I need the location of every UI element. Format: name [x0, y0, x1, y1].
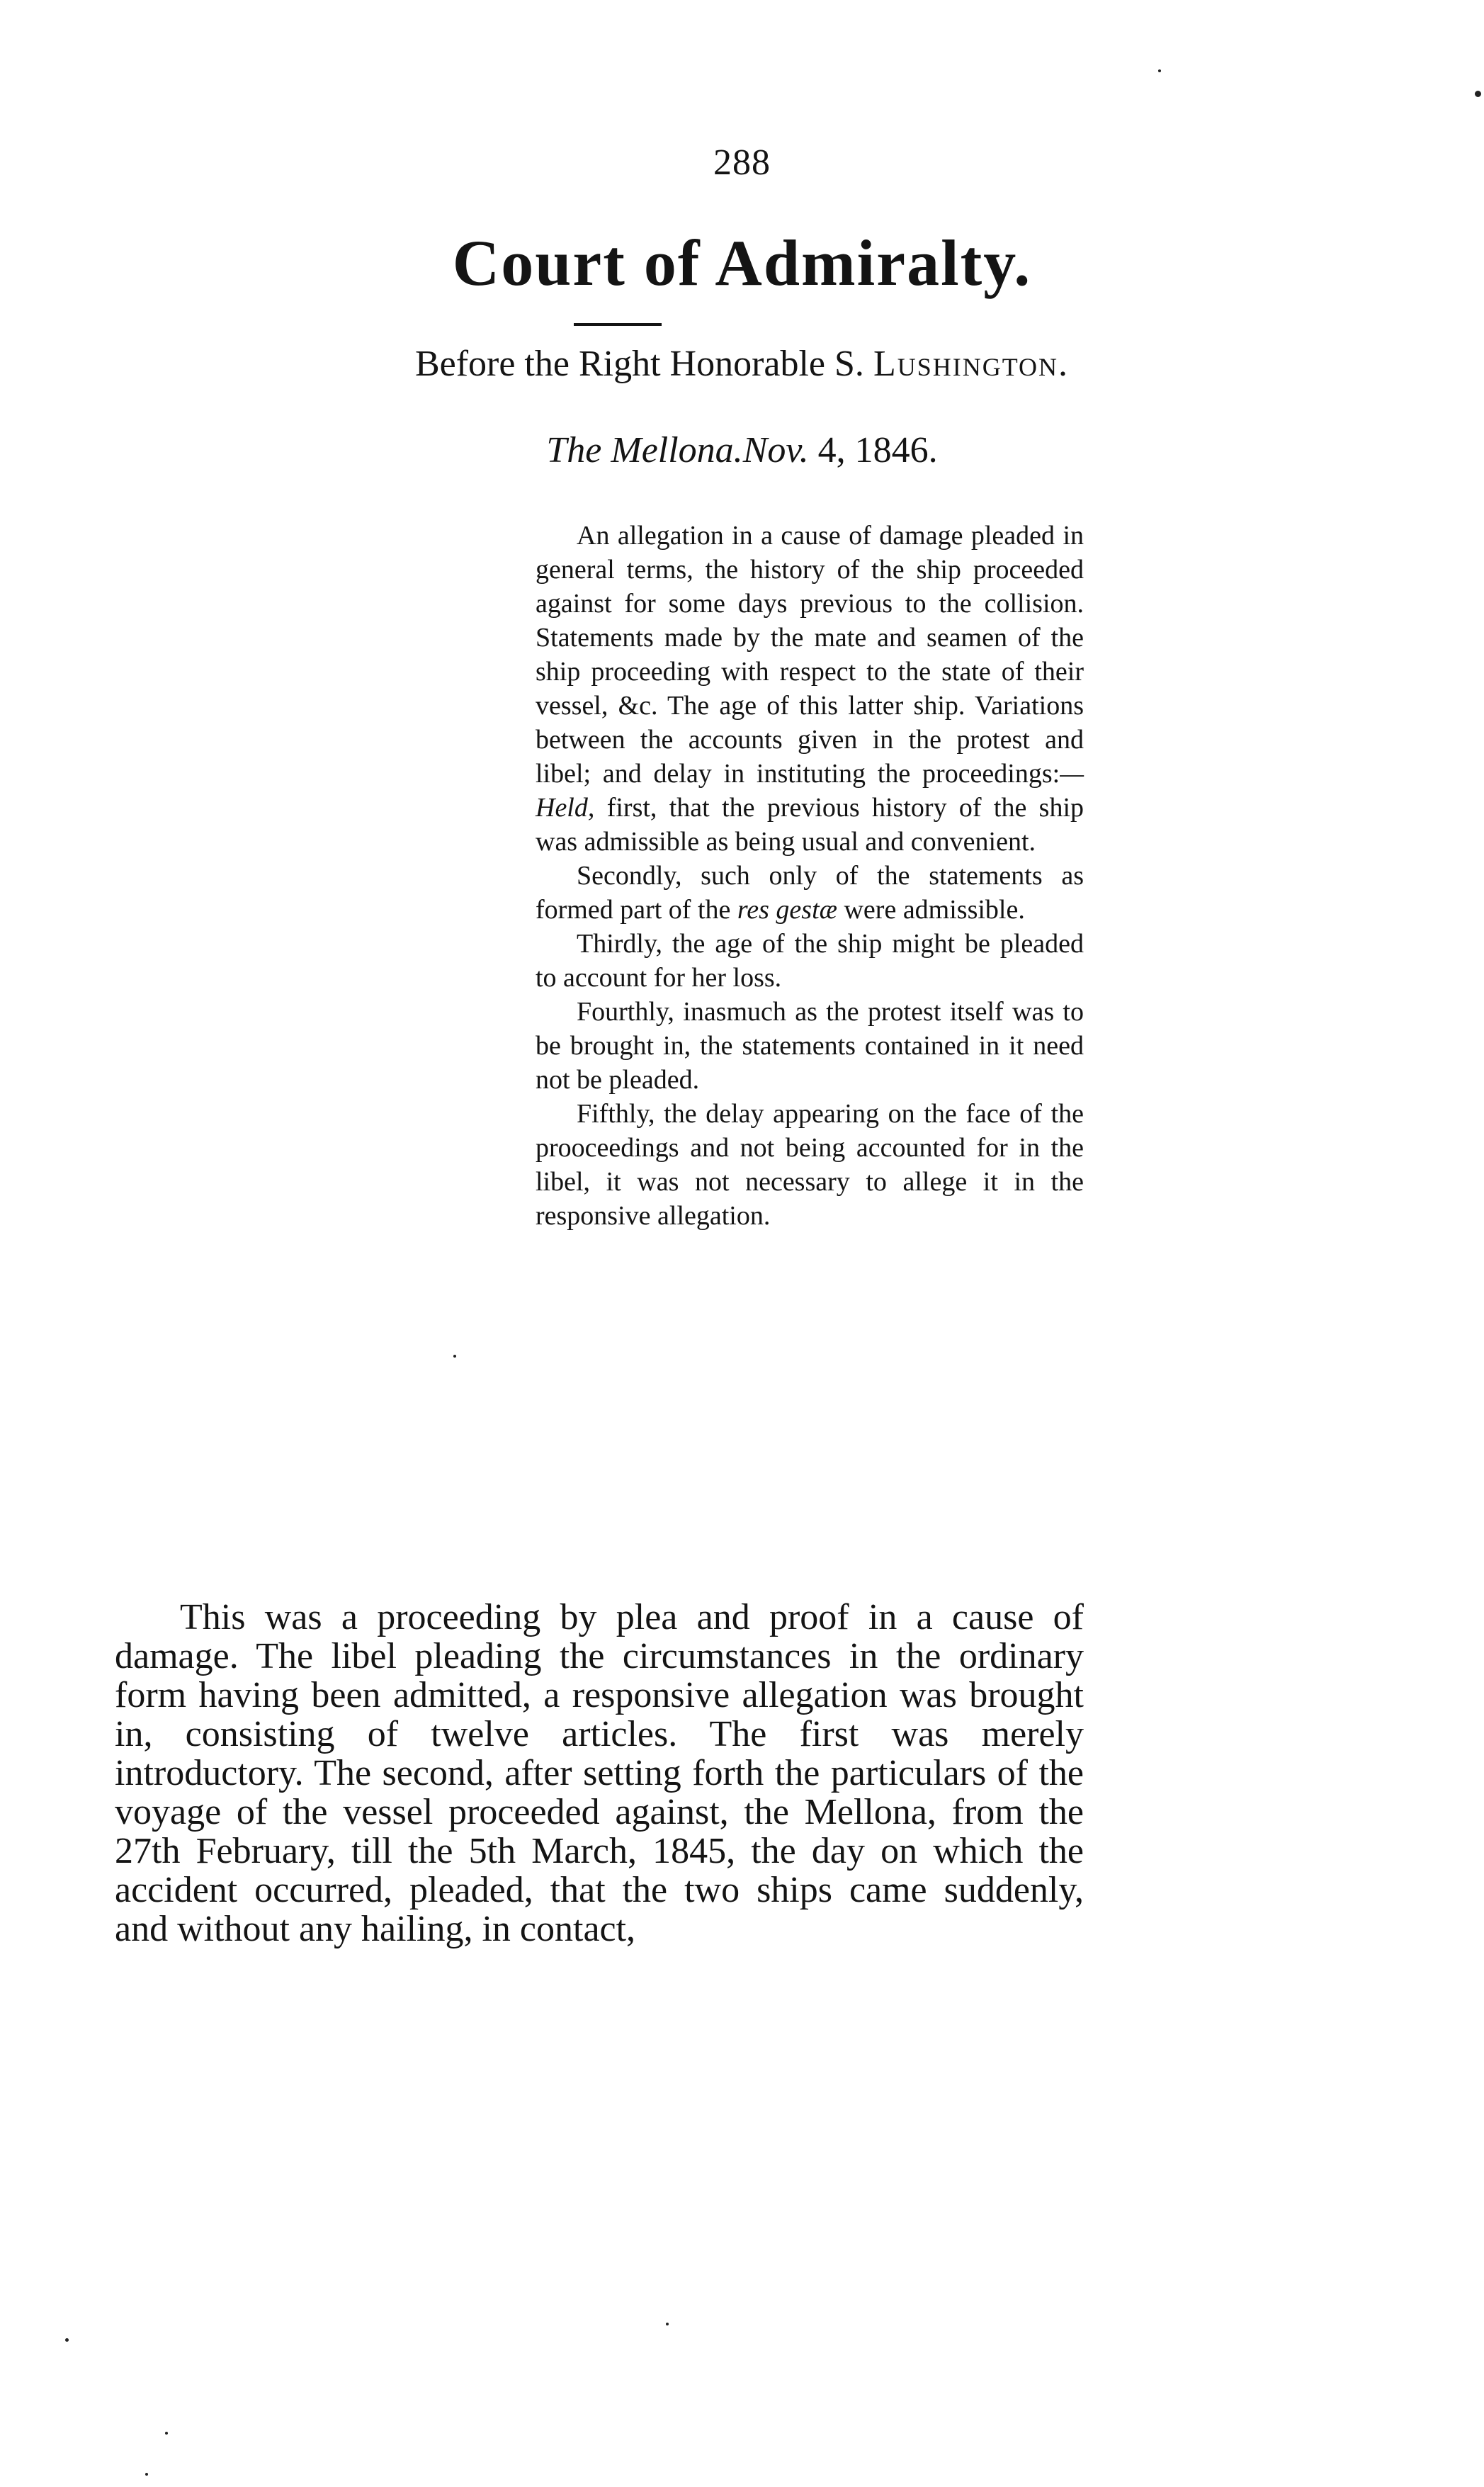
headnote-p1-end: first, that the previous history of the ship was admissible as being usual and convenient.: [536, 793, 1084, 857]
headnote-paragraph: [536, 859, 1084, 927]
headnote-p2-end: were admissible.: [837, 895, 1025, 925]
body-text: [115, 1598, 1084, 1949]
headnote-res-gestae: res gestæ: [737, 895, 837, 925]
scan-speck: [1475, 91, 1481, 97]
headnote-p2-start: Secondly, such only of the statements as formed part of the: [536, 861, 1084, 925]
before-prefix: Before the Right Honorable S.: [414, 344, 873, 384]
case-name: The Mellona.: [546, 430, 743, 470]
scan-speck: [65, 2338, 69, 2342]
court-title: Court of Admiralty.: [452, 227, 1032, 299]
body-paragraph: This was a proceeding by plea and proof in a cause of damage. The libel pleading the circumstances in the ordinary form having been admitted, a responsive allegation was brought in, consisting of twelve articles. The first was merely introductory. The second, after setting forth the particulars of the voyage of the vessel proceeded against, the Mellona, from the 27th February, till the 5th March, 1845, the day on which the accident occurred, pleaded, that the two ships came suddenly, and without any hailing, in contact,: [115, 1597, 1084, 1949]
case-line: [0, 429, 1484, 471]
headnote-paragraph: Fourthly, inasmuch as the protest itself was to be brought in, the statements contained in it need not be pleaded.: [536, 997, 1084, 1095]
before-line: [0, 343, 1484, 385]
headnote-p1-start: An allegation in a cause of damage pleaded in general terms, the history of the ship proceeded against for some days previous to the collision. Statements made by the mate and seamen of the ship proceeding with respect to the state of their vessel, &c. The age of this latter ship. Variations between the accounts given in the protest and libel; and delay in instituting the proceedings:: [536, 521, 1084, 789]
case-date-month: Nov.: [742, 430, 809, 470]
scan-speck: [145, 2473, 148, 2476]
page-number: 288: [713, 142, 771, 183]
headnote: [536, 519, 1084, 1233]
case-date-rest: 4, 1846.: [808, 430, 938, 470]
title-rule: [574, 323, 662, 326]
scan-speck: [453, 1355, 456, 1358]
headnote-paragraph: Fifthly, the delay appearing on the face of the prooceedings and not being accounted for in the libel, it was not necessary to allege it in the responsive allegation.: [536, 1099, 1084, 1231]
headnote-held: —Held,: [536, 759, 1084, 823]
scan-speck: [1158, 69, 1161, 72]
headnote-paragraph: Thirdly, the age of the ship might be pleaded to account for her loss.: [536, 929, 1084, 993]
scan-speck: [666, 2323, 669, 2325]
scan-speck: [165, 2432, 168, 2435]
headnote-paragraph: [536, 519, 1084, 859]
judge-name: Lushington.: [873, 344, 1070, 384]
